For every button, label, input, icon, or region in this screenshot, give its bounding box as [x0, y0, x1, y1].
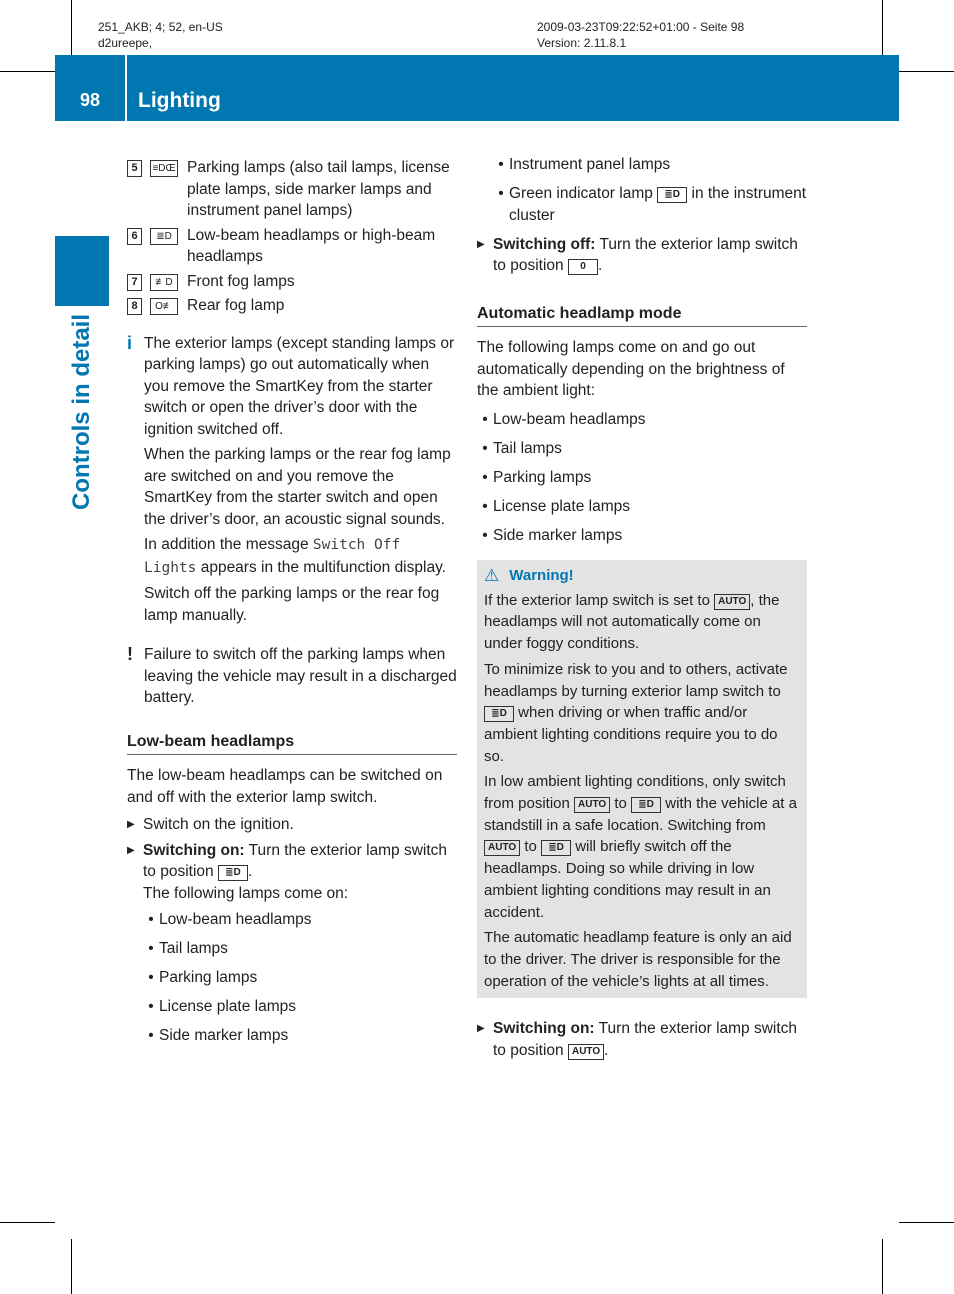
crop-mark [882, 1239, 883, 1294]
info-icon: i [127, 332, 133, 353]
step-end: . [247, 863, 253, 880]
step-arrow-icon: ▶ [127, 819, 135, 830]
list-item: • License plate lamps [148, 998, 296, 1015]
lamp-list [127, 909, 457, 1047]
warning-title: ⚠ Warning! [484, 566, 574, 585]
note-text: appears in the multifunction display. [200, 558, 446, 576]
warning-box [477, 560, 807, 998]
list-item: • License plate lamps [482, 497, 630, 515]
crop-mark [0, 1222, 55, 1223]
list-item: • Low-beam headlamps [482, 410, 646, 428]
step-arrow-icon: ▶ [477, 238, 485, 250]
caution-note [127, 644, 457, 709]
list-item: • Instrument panel lamps [498, 156, 671, 173]
step-label: Switching on: [143, 841, 245, 859]
left-column [127, 157, 457, 1054]
step-body: Switching off: Turn the exterior lamp switch to position 0 . [493, 235, 798, 274]
lamp-row [127, 225, 457, 268]
section-heading: Automatic headlamp mode [477, 303, 807, 328]
rear-fog-icon: O≢ [150, 298, 178, 315]
section-heading: Low-beam headlamps [127, 731, 457, 756]
low-beam-icon: ≣D [657, 187, 687, 203]
lamp-row [127, 295, 457, 317]
step-body: Switching on: Turn the exterior lamp switch to position AUTO . [493, 1020, 798, 1059]
parking-lamp-icon: ≡DŒ [150, 160, 178, 177]
print-meta-right [537, 19, 744, 51]
note-paragraph: When the parking lamps or the rear fog lamp are switched on and you remove the SmartKey from the starter switch and open the driver’s door, an acoustic signal sounds. [144, 446, 451, 528]
step-text: Turn the exterior lamp switch to position [143, 841, 448, 880]
section-title: Lighting [138, 89, 221, 112]
low-beam-icon: ≣D [631, 797, 661, 813]
warning-triangle-icon: ⚠ [484, 566, 500, 585]
low-beam-icon: ≣D [541, 840, 571, 856]
item-number: 5 [127, 160, 142, 177]
list-item: • Side marker lamps [148, 1027, 289, 1044]
list-item: • Parking lamps [148, 969, 258, 986]
display-message: Switch Off Lights [144, 537, 401, 576]
page-number: 98 [79, 90, 101, 110]
note-text: In addition the message [144, 536, 309, 553]
intro-paragraph: The low-beam headlamps can be switched on and off with the exterior lamp switch. [127, 767, 443, 806]
warning-paragraph: If the exterior lamp switch is set to AUTO , the headlamps will not automatically come on under foggy conditions. [484, 591, 780, 653]
lamp-row [127, 157, 457, 222]
step-text: Turn the exterior lamp switch to position [493, 235, 798, 274]
low-beam-icon: ≣D [484, 706, 514, 722]
continued-lamp-list [477, 154, 807, 226]
warning-paragraph: The automatic headlamp feature is only an aid to the driver. The driver is responsible for the operation of the vehicle’s lights at all times. [484, 929, 792, 990]
crop-mark [71, 1239, 72, 1294]
item-number: 8 [127, 298, 142, 315]
info-note-body [144, 333, 457, 631]
step-text: Switch on the ignition. [143, 816, 294, 833]
front-fog-icon: ≢D [150, 274, 178, 291]
caution-icon: ! [127, 644, 133, 664]
print-meta-line: Version: 2.11.8.1 [537, 36, 627, 50]
instruction-step [127, 840, 457, 905]
lamp-description: Front fog lamps [187, 272, 295, 290]
list-item: • Tail lamps [148, 940, 228, 957]
lamp-description: Low-beam headlamps or high-beam headlamps [187, 226, 436, 265]
note-paragraph: Switch off the parking lamps or the rear fog lamp manually. [144, 585, 440, 624]
low-beam-icon: ≣D [150, 228, 178, 245]
step-arrow-icon: ▶ [127, 844, 135, 856]
note-paragraph [144, 534, 457, 579]
lamp-description: Rear fog lamp [187, 297, 285, 314]
low-beam-icon: ≣D [218, 865, 248, 881]
list-item: • Green indicator lamp ≣D in the instrument cluster [498, 185, 807, 224]
side-tab-marker [55, 236, 109, 306]
instruction-step [477, 234, 807, 277]
print-meta-left [98, 19, 223, 51]
item-number: 7 [127, 274, 142, 291]
list-item: • Low-beam headlamps [148, 911, 312, 928]
intro-paragraph: The following lamps come on and go out automatically depending on the brightness of the ambient light: [477, 339, 785, 399]
auto-symbol: AUTO [484, 840, 520, 856]
header-divider [125, 55, 127, 121]
print-meta-line: 251_AKB; 4; 52, en-US [98, 20, 223, 34]
note-paragraph: The exterior lamps (except standing lamps or parking lamps) go out automatically when you remove the SmartKey from the starter switch or open the driver’s door with the ignition switched off. [144, 334, 455, 438]
auto-symbol: AUTO [714, 594, 750, 610]
lamp-list [477, 409, 807, 547]
list-item: • Parking lamps [482, 468, 592, 486]
instruction-step [127, 814, 457, 836]
crop-mark [71, 0, 72, 55]
step-follow: The following lamps come on: [143, 884, 349, 902]
item-number: 6 [127, 228, 142, 245]
lamp-row [127, 271, 457, 293]
crop-mark [882, 0, 883, 55]
zero-position-symbol: 0 [568, 259, 598, 275]
step-body [143, 840, 457, 905]
instruction-step [477, 1018, 807, 1061]
crop-mark [899, 1222, 954, 1223]
lamp-description: Parking lamps (also tail lamps, license plate lamps, side marker lamps and instrument panel lamps) [187, 159, 450, 219]
list-item: • Tail lamps [482, 439, 562, 457]
step-arrow-icon: ▶ [477, 1023, 485, 1035]
print-meta-line: 2009-03-23T09:22:52+01:00 - Seite 98 [537, 20, 745, 34]
crop-mark [899, 71, 954, 72]
auto-symbol: AUTO [574, 797, 610, 813]
warning-paragraph: In low ambient lighting conditions, only switch from position AUTO to ≣D with the vehicle at a standstill in a safe location. Switching from AUTO to ≣D will briefly switch off the headlamps. Doing so while driving in low ambient lighting conditions may result in an accident. [484, 773, 797, 921]
side-tab-label: Controls in detail [68, 313, 95, 511]
right-column [477, 154, 807, 1065]
step-text: Turn the exterior lamp switch to position [493, 1020, 798, 1059]
print-meta-line: d2ureepe, [98, 36, 153, 50]
warning-paragraph: To minimize risk to you and to others, activate headlamps by turning exterior lamp switch to ≣D when driving or when traffic and/or ambient lighting conditions require you to do so. [484, 660, 788, 765]
crop-mark [0, 71, 55, 72]
list-item: • Side marker lamps [482, 526, 623, 544]
info-note [127, 333, 457, 631]
step-label: Switching off: [493, 235, 596, 253]
auto-symbol: AUTO [568, 1044, 604, 1060]
step-label: Switching on: [493, 1020, 595, 1038]
caution-text: Failure to switch off the parking lamps when leaving the vehicle may result in a discharged battery. [144, 646, 457, 706]
